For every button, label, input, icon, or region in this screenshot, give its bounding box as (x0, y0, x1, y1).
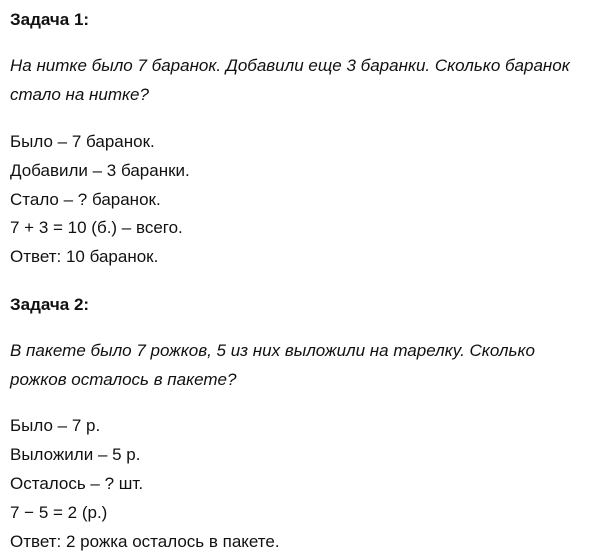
task-2-heading: Задача 2: (10, 295, 90, 314)
task-1-problem-line-1: На нитке было 7 баранок. Добавили еще 3 баранки. Сколько баранок (10, 56, 570, 75)
task-2-problem (10, 336, 610, 394)
task-2-line-3: Осталось – ? шт. (10, 474, 144, 493)
task-1-problem-line-2: стало на нитке? (10, 85, 149, 104)
task-2-line-2: Выложили – 5 р. (10, 445, 141, 464)
task-2-line-1: Было – 7 р. (10, 416, 101, 435)
task-1-line-2: Добавили – 3 баранки. (10, 161, 190, 180)
task-1-line-4: 7 + 3 = 10 (б.) – всего. (10, 218, 183, 237)
task-1-problem (10, 51, 610, 109)
task-1-answer: Ответ: 10 баранок. (10, 247, 159, 266)
task-1-heading: Задача 1: (10, 10, 90, 29)
task-1-line-3: Стало – ? баранок. (10, 190, 161, 209)
task-2-problem-line-1: В пакете было 7 рожков, 5 из них выложили на тарелку. Сколько (10, 341, 535, 360)
task-2-problem-line-2: рожков осталось в пакете? (10, 370, 237, 389)
task-2-answer: Ответ: 2 рожка осталось в пакете. (10, 532, 280, 551)
task-2-line-4: 7 − 5 = 2 (р.) (10, 503, 108, 522)
task-1-line-1: Было – 7 баранок. (10, 132, 155, 151)
